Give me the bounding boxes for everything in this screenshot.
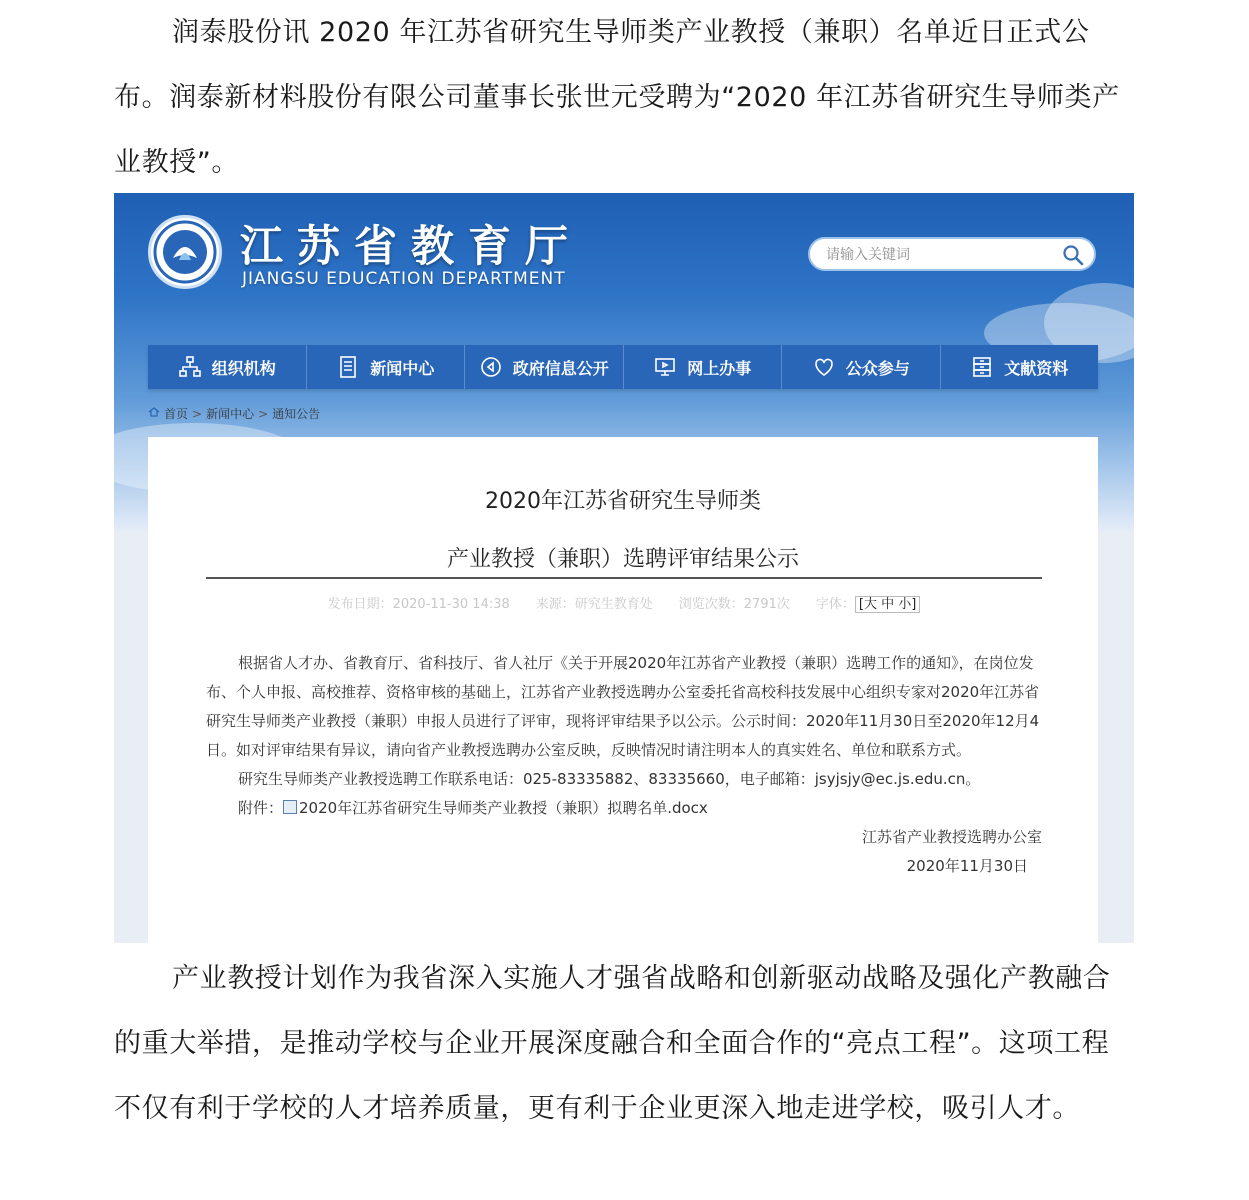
outro-paragraph <box>114 946 1136 1141</box>
breadcrumb-home[interactable]: 首页 <box>164 407 189 421</box>
breadcrumb-notices[interactable]: 通知公告 <box>272 407 321 421</box>
font-size-small[interactable]: 小 <box>898 597 912 612</box>
document-icon <box>336 355 360 379</box>
nav-org-label: 组织机构 <box>211 358 276 378</box>
body-paragraph-1 <box>206 649 1042 765</box>
article-title-line2: 产业教授（兼职）选聘评审结果公示 <box>446 547 799 572</box>
article-source: 来源：研究生教育处 <box>535 597 653 612</box>
article-title <box>148 473 1098 589</box>
nav-documents-label: 文献资料 <box>1004 358 1069 378</box>
nav-online-service-label: 网上办事 <box>687 358 752 378</box>
search-box <box>808 237 1096 271</box>
attachment-label: 附件： <box>238 799 284 817</box>
nav-news-label: 新闻中心 <box>370 358 435 378</box>
title-divider <box>206 577 1042 579</box>
main-nav <box>148 345 1098 389</box>
article-card <box>148 437 1098 943</box>
view-count: 浏览次数：2791次 <box>678 597 790 612</box>
article-meta <box>206 593 1042 612</box>
nav-org[interactable] <box>148 345 307 389</box>
body-paragraph-1-text: 根据省人才办、省教育厅、省科技厅、省人社厅《关于开展2020年江苏省产业教授（兼职）选聘工作的通知》，在岗位发布、个人申报、高校推荐、资格审核的基础上，江苏省产业教授选聘办公室委托省高校科技发展中心组织专家对2020年江苏省研究生导师类产业教授（兼职）申报人员进行了评审，现将评审结果予以公示。公示时间：2020年11月30日至2020年12月4日。如对评审结果有异议，请向省产业教授选聘办公室反映，反映情况时请注明本人的真实姓名、单位和联系方式。 <box>206 654 1040 759</box>
font-size-label: 字体： <box>815 597 855 612</box>
archive-icon <box>970 355 994 379</box>
monitor-icon <box>653 355 677 379</box>
body-paragraph-2-text: 研究生导师类产业教授选聘工作联系电话：025-83335882、83335660，电子邮箱：jsyjsjy@ec.js.edu.cn。 <box>238 770 981 788</box>
nav-online-service[interactable] <box>624 345 783 389</box>
site-name-cn: 江苏省教育厅 <box>240 222 582 272</box>
signature-date: 2020年11月30日 <box>906 857 1028 875</box>
nav-gov-info[interactable] <box>465 345 624 389</box>
site-name-en: JIANGSU EDUCATION DEPARTMENT <box>242 269 566 289</box>
font-size-control <box>816 593 921 612</box>
jiangsu-education-logo[interactable] <box>148 215 222 289</box>
nav-gov-info-label: 政府信息公开 <box>512 358 609 378</box>
search-input[interactable] <box>824 243 1048 267</box>
org-chart-icon <box>178 355 202 379</box>
font-size-large[interactable]: 大 <box>863 597 877 612</box>
article-body <box>206 649 1042 881</box>
nav-documents[interactable] <box>941 345 1099 389</box>
body-paragraph-2 <box>206 765 1042 794</box>
attachment-link[interactable]: 2020年江苏省研究生导师类产业教授（兼职）拟聘名单.docx <box>299 799 708 817</box>
breadcrumb: 首页 > 新闻中心 > 通知公告 <box>148 405 320 422</box>
home-icon <box>148 406 160 421</box>
publish-date: 发布日期：2020-11-30 14:38 <box>327 597 510 612</box>
play-circle-icon <box>479 355 503 379</box>
font-size-options: [大 中 小] <box>855 596 920 613</box>
file-icon <box>283 800 297 814</box>
website-screenshot <box>114 193 1134 943</box>
attachment-line <box>206 794 1042 823</box>
nav-news[interactable] <box>307 345 466 389</box>
heart-icon <box>812 355 836 379</box>
search-icon[interactable] <box>1062 244 1084 266</box>
nav-public-label: 公众参与 <box>845 358 910 378</box>
signature-org: 江苏省产业教授选聘办公室 <box>861 828 1042 846</box>
breadcrumb-news-center[interactable]: 新闻中心 <box>206 407 255 421</box>
nav-public[interactable] <box>782 345 941 389</box>
intro-paragraph <box>114 0 1136 195</box>
article-title-line1: 2020年江苏省研究生导师类 <box>485 489 761 514</box>
outro-text: 产业教授计划作为我省深入实施人才强省战略和创新驱动战略及强化产教融合的重大举措，是推动学校与企业开展深度融合和全面合作的“亮点工程”。这项工程不仅有利于学校的人才培养质量，更有利于企业更深入地走进学校，吸引人才。 <box>114 963 1111 1124</box>
font-size-medium[interactable]: 中 <box>881 597 895 612</box>
intro-text: 润泰股份讯 2020 年江苏省研究生导师类产业教授（兼职）名单近日正式公布。润泰新材料股份有限公司董事长张世元受聘为“2020 年江苏省研究生导师类产业教授”。 <box>114 17 1120 178</box>
